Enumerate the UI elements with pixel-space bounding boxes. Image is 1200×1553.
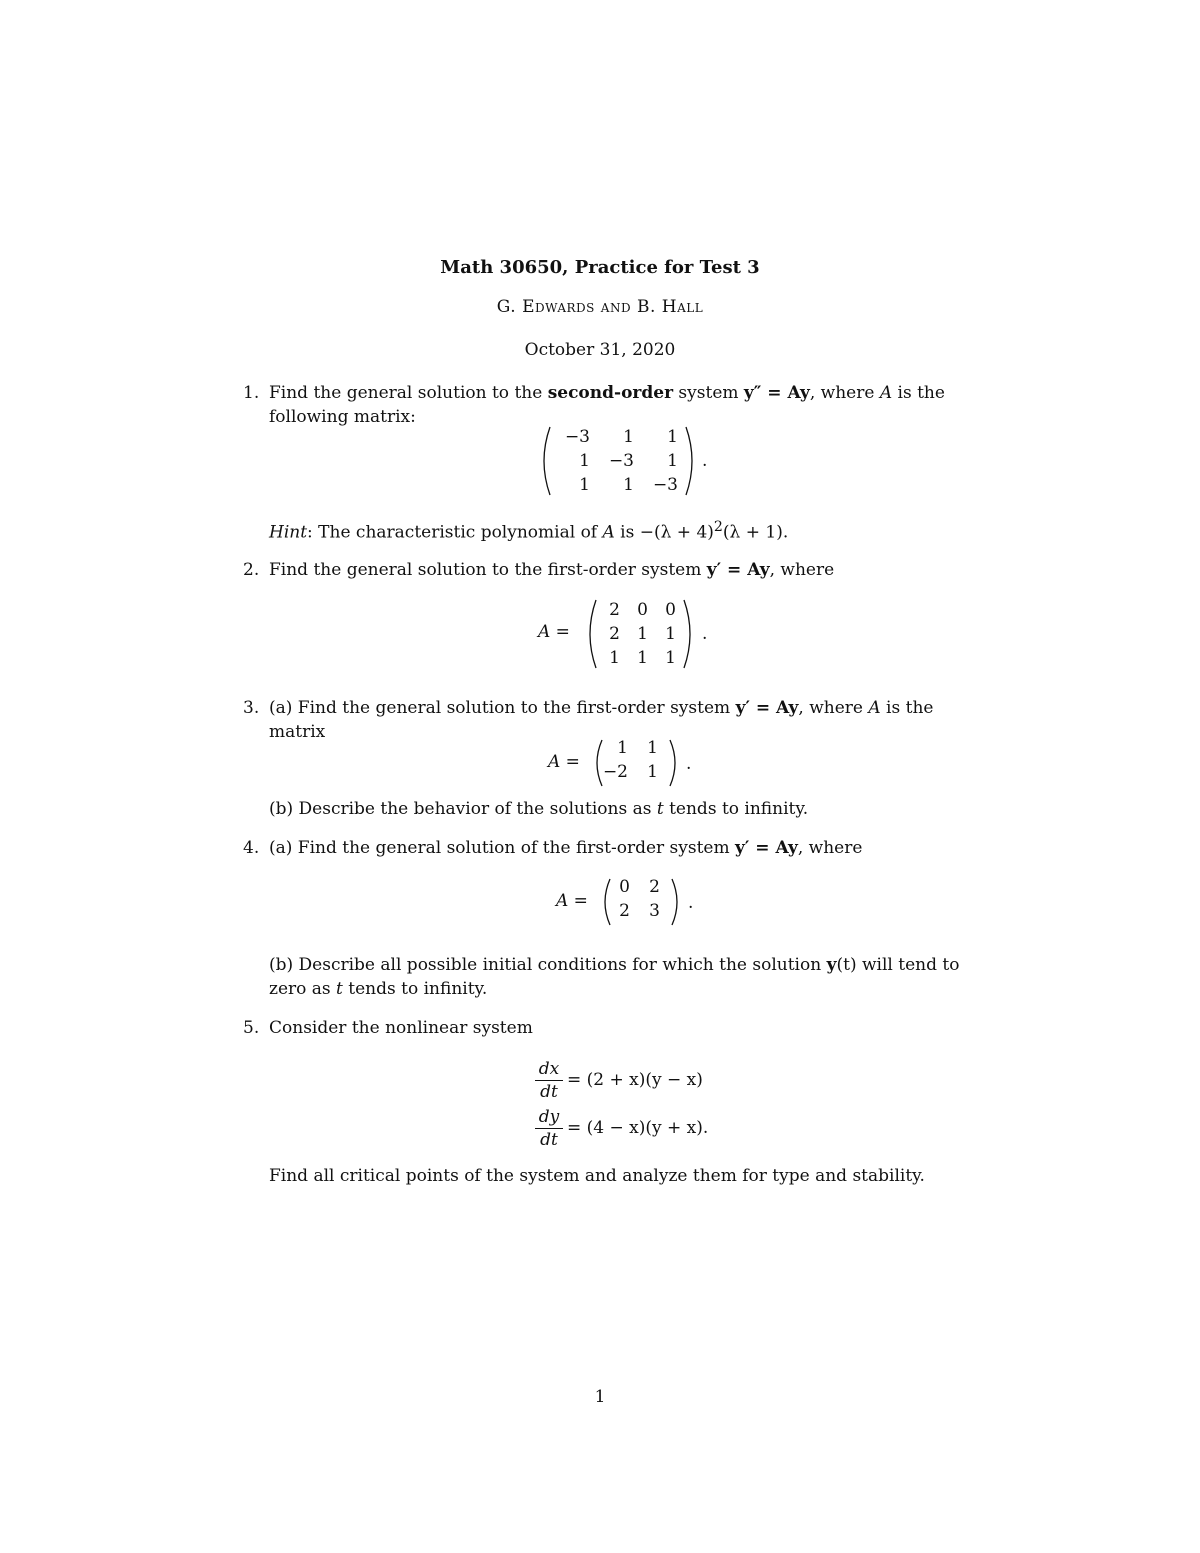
derivative-dy-dt: $\frac{dy}{dt}$ xyxy=(535,1106,563,1151)
matrix-cell: 2 xyxy=(649,877,660,897)
matrix-cell: 1 xyxy=(665,624,676,644)
matrix-cell: 1 xyxy=(637,624,648,644)
problem-number: 1. xyxy=(243,383,260,403)
matrix-cell: 1 xyxy=(647,738,658,758)
matrix-cell: 1 xyxy=(667,427,678,447)
matrix-cell: 1 xyxy=(579,451,590,471)
matrix-cell: 1 xyxy=(609,648,620,668)
matrix-cell: 1 xyxy=(623,427,634,447)
problem-4-part-b-line-1: (b) Describe all possible initial conditions for which the solution y(t) will tend to xyxy=(269,955,960,975)
matrix-cell: 1 xyxy=(617,738,628,758)
right-paren xyxy=(666,738,682,788)
problem-3-line-2: matrix xyxy=(269,722,326,742)
problem-3-part-b: (b) Describe the behavior of the solutions as t tends to infinity. xyxy=(269,799,809,819)
matrix-problem-3: 1 1 −2 1 . xyxy=(590,738,702,788)
matrix-cell: 2 xyxy=(609,600,620,620)
problem-1-line-2: following matrix: xyxy=(269,407,416,427)
equation-1-rhs: = (2 + x)(y − x) xyxy=(567,1070,703,1090)
right-paren xyxy=(680,598,698,670)
right-paren xyxy=(668,877,684,927)
matrix-cell: 1 xyxy=(637,648,648,668)
matrix-cell: −3 xyxy=(652,475,678,495)
problem-number: 5. xyxy=(243,1018,260,1038)
problem-5-line-1: Consider the nonlinear system xyxy=(269,1018,533,1038)
matrix-cell: 0 xyxy=(619,877,630,897)
problem-1-line-1: Find the general solution to the second-order system y″ = Ay, where A is the xyxy=(269,383,945,403)
paper-title: Math 30650, Practice for Test 3 xyxy=(440,257,760,278)
matrix-problem-4: 0 2 2 3 . xyxy=(598,877,698,927)
matrix-lhs: A = xyxy=(556,891,588,911)
page-number: 1 xyxy=(594,1387,606,1407)
problem-number: 2. xyxy=(243,560,260,580)
matrix-lhs: A = xyxy=(538,622,570,642)
matrix-cell: 1 xyxy=(665,648,676,668)
problem-2-line-1: Find the general solution to the first-order system y′ = Ay, where xyxy=(269,560,835,580)
right-paren xyxy=(682,425,700,497)
matrix-cell: 1 xyxy=(623,475,634,495)
problem-number: 4. xyxy=(243,838,260,858)
derivative-dx-dt: $\frac{dx}{dt}$ xyxy=(535,1058,563,1103)
problem-3-line-1: (a) Find the general solution to the first-order system y′ = Ay, where A is the xyxy=(269,698,934,718)
matrix-cell: 2 xyxy=(609,624,620,644)
problem-number: 3. xyxy=(243,698,260,718)
matrix-cell: 1 xyxy=(667,451,678,471)
matrix-cell: −3 xyxy=(564,427,590,447)
matrix-cell: 3 xyxy=(649,901,660,921)
equation-2-rhs: = (4 − x)(y + x). xyxy=(567,1118,709,1138)
matrix-cell: 2 xyxy=(619,901,630,921)
problem-4-part-b-line-2: zero as t tends to infinity. xyxy=(269,979,488,999)
problem-5-closing: Find all critical points of the system and analyze them for type and stability. xyxy=(269,1166,925,1186)
paper-authors: G. Edwards and B. Hall xyxy=(496,297,704,317)
problem-4-line-1: (a) Find the general solution of the first-order system y′ = Ay, where xyxy=(269,838,863,858)
matrix-cell: 0 xyxy=(665,600,676,620)
matrix-problem-2: 2 0 0 2 1 1 1 1 1 . xyxy=(582,598,712,670)
paper-date: October 31, 2020 xyxy=(524,340,676,360)
matrix-cell: 1 xyxy=(647,762,658,782)
matrix-lhs: A = xyxy=(548,752,580,772)
matrix-problem-1: −3 1 1 1 −3 1 1 1 −3 . xyxy=(536,425,706,497)
matrix-cell: −3 xyxy=(608,451,634,471)
problem-1-hint: Hint: The characteristic polynomial of A is $-(\lambda + 4)^2(\lambda + 1)$. xyxy=(269,519,789,543)
left-paren xyxy=(536,425,554,497)
matrix-cell: −2 xyxy=(602,762,628,782)
matrix-cell: 1 xyxy=(579,475,590,495)
matrix-cell: 0 xyxy=(637,600,648,620)
